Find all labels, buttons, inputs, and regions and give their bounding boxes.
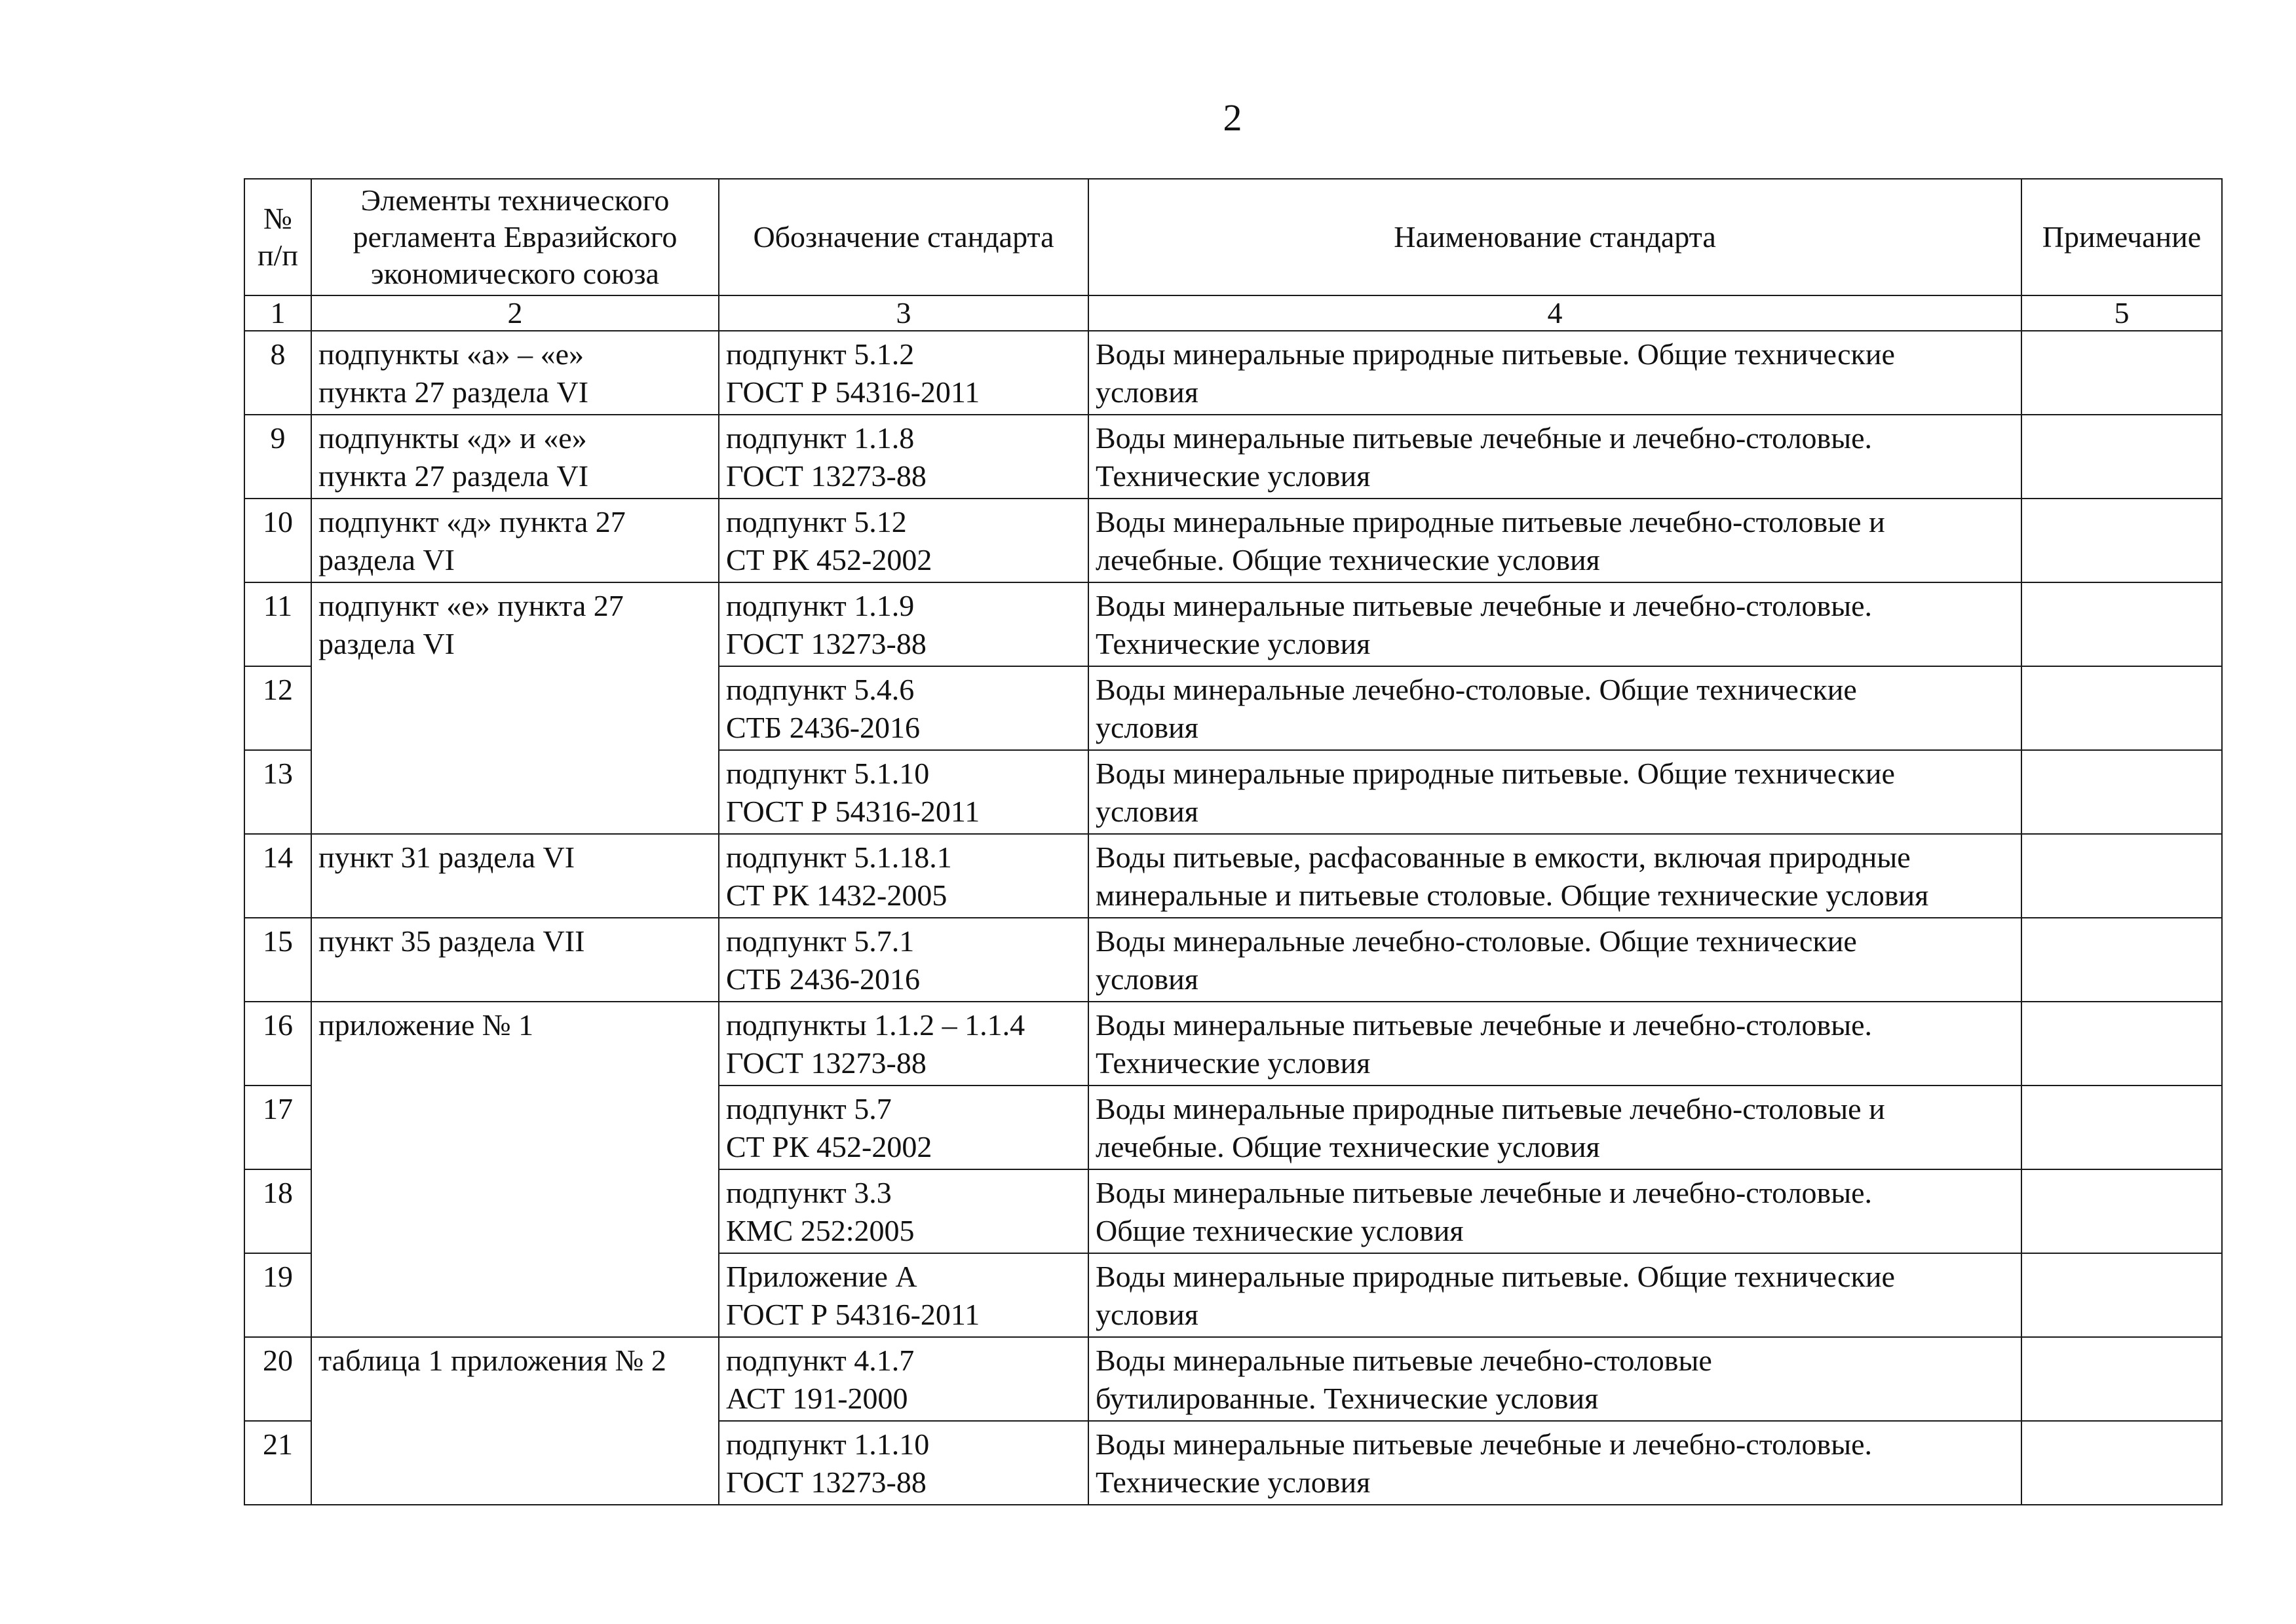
cell-text-line: СТБ 2436-2016: [726, 711, 921, 744]
cell-text-line: пункта 27 раздела VI: [318, 459, 589, 493]
standard-designation: [719, 1169, 1088, 1253]
cell-text-line: таблица 1 приложения № 2: [318, 1344, 666, 1377]
header-number: № п/п: [244, 179, 311, 295]
standard-name: [1088, 1253, 2021, 1337]
cell-text-line: условия: [1096, 1298, 1198, 1331]
cell-text-line: Воды минеральные природные питьевые лечебно-столовые и: [1096, 505, 1885, 538]
row-number: 15: [244, 918, 311, 1002]
standard-designation: [719, 499, 1088, 582]
row-number: 13: [244, 750, 311, 834]
page-number: 2: [1223, 96, 1242, 139]
cell-text-line: условия: [1096, 795, 1198, 828]
cell-text-line: подпункты 1.1.2 – 1.1.4: [726, 1008, 1025, 1042]
cell-text-line: ГОСТ Р 54316-2011: [726, 1298, 980, 1331]
cell-text-line: Воды минеральные питьевые лечебно-столовые: [1096, 1344, 1712, 1377]
cell-text-line: лечебные. Общие технические условия: [1096, 543, 1600, 576]
cell-text-line: СТ РК 452-2002: [726, 543, 932, 576]
cell-text-line: пункт 31 раздела VI: [318, 840, 575, 874]
cell-text-line: АСТ 191-2000: [726, 1382, 908, 1415]
standard-designation: [719, 834, 1088, 918]
cell-text-line: условия: [1096, 962, 1198, 996]
cell-text-line: Приложение А: [726, 1260, 917, 1293]
standard-designation: [719, 666, 1088, 750]
row-number: 10: [244, 499, 311, 582]
cell-text-line: подпункт 5.12: [726, 505, 907, 538]
standard-designation: [719, 582, 1088, 666]
header-note: Примечание: [2021, 179, 2222, 295]
cell-text-line: Технические условия: [1096, 1046, 1371, 1080]
table-row: [244, 582, 2222, 666]
standard-designation: [719, 331, 1088, 415]
standard-designation: [719, 1002, 1088, 1086]
cell-text-line: ГОСТ 13273-88: [726, 1046, 927, 1080]
column-number: 5: [2021, 295, 2222, 331]
standard-designation: [719, 415, 1088, 499]
standard-designation: [719, 1086, 1088, 1169]
standard-name: [1088, 1169, 2021, 1253]
table-row: [244, 331, 2222, 415]
row-number: 18: [244, 1169, 311, 1253]
standard-name: [1088, 582, 2021, 666]
cell-text-line: Технические условия: [1096, 1465, 1371, 1499]
regulation-element: [311, 1002, 719, 1337]
cell-text-line: ГОСТ 13273-88: [726, 1465, 927, 1499]
standards-table: [244, 178, 2223, 1505]
cell-text-line: раздела VI: [318, 543, 455, 576]
table-row: [244, 918, 2222, 1002]
standard-name: [1088, 666, 2021, 750]
standard-designation: [719, 1253, 1088, 1337]
row-number: 21: [244, 1421, 311, 1505]
column-number: 3: [719, 295, 1088, 331]
row-number: 9: [244, 415, 311, 499]
note: [2021, 750, 2222, 834]
standard-name: [1088, 1086, 2021, 1169]
standard-name: [1088, 834, 2021, 918]
cell-text-line: подпункт 1.1.9: [726, 589, 915, 622]
row-number: 19: [244, 1253, 311, 1337]
cell-text-line: ГОСТ 13273-88: [726, 459, 927, 493]
cell-text-line: подпункт 1.1.10: [726, 1427, 930, 1461]
cell-text-line: подпункты «а» – «е»: [318, 337, 584, 371]
regulation-element: [311, 499, 719, 582]
cell-text-line: Воды минеральные питьевые лечебные и лечебно-столовые.: [1096, 589, 1873, 622]
cell-text-line: условия: [1096, 375, 1198, 409]
cell-text-line: раздела VI: [318, 627, 455, 660]
note: [2021, 918, 2222, 1002]
row-number: 11: [244, 582, 311, 666]
cell-text-line: Воды питьевые, расфасованные в емкости, включая природные: [1096, 840, 1911, 874]
column-number-row: [244, 295, 2222, 331]
cell-text-line: подпункт 1.1.8: [726, 421, 915, 455]
cell-text-line: Воды минеральные питьевые лечебные и лечебно-столовые.: [1096, 1008, 1873, 1042]
regulation-element: [311, 582, 719, 834]
cell-text-line: подпункт 5.4.6: [726, 673, 915, 706]
note: [2021, 499, 2222, 582]
note: [2021, 582, 2222, 666]
cell-text-line: СТ РК 1432-2005: [726, 878, 947, 912]
row-number: 16: [244, 1002, 311, 1086]
note: [2021, 1002, 2222, 1086]
cell-text-line: Воды минеральные природные питьевые лечебно-столовые и: [1096, 1092, 1885, 1125]
table-row: [244, 499, 2222, 582]
standard-designation: [719, 918, 1088, 1002]
regulation-element: [311, 331, 719, 415]
cell-text-line: Технические условия: [1096, 627, 1371, 660]
cell-text-line: подпункт 5.1.2: [726, 337, 915, 371]
note: [2021, 331, 2222, 415]
cell-text-line: бутилированные. Технические условия: [1096, 1382, 1599, 1415]
cell-text-line: КМС 252:2005: [726, 1214, 915, 1247]
cell-text-line: подпункт 3.3: [726, 1176, 892, 1209]
cell-text-line: Общие технические условия: [1096, 1214, 1464, 1247]
column-number: 2: [311, 295, 719, 331]
standard-name: [1088, 1337, 2021, 1421]
note: [2021, 834, 2222, 918]
cell-text-line: СТБ 2436-2016: [726, 962, 921, 996]
note: [2021, 1421, 2222, 1505]
cell-text-line: подпункт 5.1.18.1: [726, 840, 952, 874]
cell-text-line: подпункт 5.7: [726, 1092, 892, 1125]
note: [2021, 1086, 2222, 1169]
note: [2021, 415, 2222, 499]
cell-text-line: подпункт «д» пункта 27: [318, 505, 626, 538]
row-number: 14: [244, 834, 311, 918]
note: [2021, 1253, 2222, 1337]
table-row: [244, 1337, 2222, 1421]
header-designation: Обозначение стандарта: [719, 179, 1088, 295]
cell-text-line: ГОСТ Р 54316-2011: [726, 795, 980, 828]
row-number: 17: [244, 1086, 311, 1169]
column-number: 4: [1088, 295, 2021, 331]
standard-name: [1088, 499, 2021, 582]
cell-text-line: подпункт «е» пункта 27: [318, 589, 624, 622]
standard-name: [1088, 750, 2021, 834]
cell-text-line: Воды минеральные питьевые лечебные и лечебно-столовые.: [1096, 421, 1873, 455]
table-row: [244, 834, 2222, 918]
cell-text-line: лечебные. Общие технические условия: [1096, 1130, 1600, 1163]
standard-designation: [719, 750, 1088, 834]
cell-text-line: подпункт 5.1.10: [726, 757, 930, 790]
cell-text-line: ГОСТ Р 54316-2011: [726, 375, 980, 409]
standard-designation: [719, 1337, 1088, 1421]
cell-text-line: Воды минеральные лечебно-столовые. Общие технические: [1096, 924, 1857, 958]
regulation-element: [311, 415, 719, 499]
standard-designation: [719, 1421, 1088, 1505]
standard-name: [1088, 1421, 2021, 1505]
cell-text-line: Технические условия: [1096, 459, 1371, 493]
note: [2021, 1337, 2222, 1421]
standard-name: [1088, 1002, 2021, 1086]
cell-text-line: СТ РК 452-2002: [726, 1130, 932, 1163]
header-row: [244, 179, 2222, 295]
cell-text-line: минеральные и питьевые столовые. Общие технические условия: [1096, 878, 1929, 912]
regulation-element: [311, 834, 719, 918]
cell-text-line: Воды минеральные питьевые лечебные и лечебно-столовые.: [1096, 1427, 1873, 1461]
cell-text-line: условия: [1096, 711, 1198, 744]
cell-text-line: подпункты «д» и «е»: [318, 421, 587, 455]
header-element: Элементы технического регламента Евразийского экономического союза: [311, 179, 719, 295]
cell-text-line: Воды минеральные лечебно-столовые. Общие технические: [1096, 673, 1857, 706]
cell-text-line: пункт 35 раздела VII: [318, 924, 585, 958]
cell-text-line: ГОСТ 13273-88: [726, 627, 927, 660]
header-standard-name: Наименование стандарта: [1088, 179, 2021, 295]
cell-text-line: Воды минеральные природные питьевые. Общие технические: [1096, 757, 1895, 790]
cell-text-line: Воды минеральные питьевые лечебные и лечебно-столовые.: [1096, 1176, 1873, 1209]
regulation-element: [311, 918, 719, 1002]
cell-text-line: Воды минеральные природные питьевые. Общие технические: [1096, 1260, 1895, 1293]
note: [2021, 1169, 2222, 1253]
cell-text-line: Воды минеральные природные питьевые. Общие технические: [1096, 337, 1895, 371]
regulation-element: [311, 1337, 719, 1505]
row-number: 8: [244, 331, 311, 415]
table-row: [244, 415, 2222, 499]
row-number: 20: [244, 1337, 311, 1421]
cell-text-line: подпункт 5.7.1: [726, 924, 915, 958]
standard-name: [1088, 331, 2021, 415]
cell-text-line: приложение № 1: [318, 1008, 534, 1042]
standard-name: [1088, 918, 2021, 1002]
note: [2021, 666, 2222, 750]
cell-text-line: пункта 27 раздела VI: [318, 375, 589, 409]
column-number: 1: [244, 295, 311, 331]
row-number: 12: [244, 666, 311, 750]
standard-name: [1088, 415, 2021, 499]
table-row: [244, 1002, 2222, 1086]
cell-text-line: подпункт 4.1.7: [726, 1344, 915, 1377]
